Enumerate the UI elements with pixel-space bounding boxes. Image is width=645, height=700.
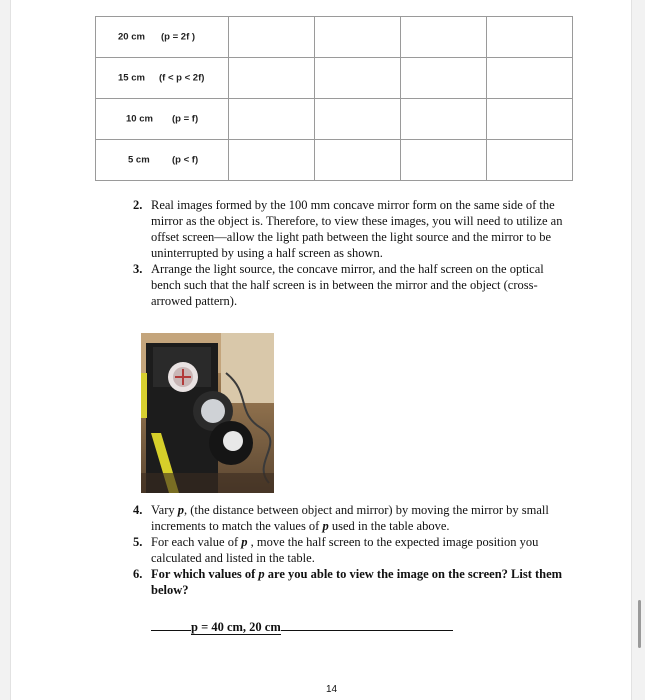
step-number: 4.: [133, 503, 143, 517]
table-cell: [487, 140, 573, 181]
row-distance: 10 cm: [126, 113, 153, 125]
table-cell: [229, 58, 315, 99]
instruction-list-top: [133, 197, 573, 309]
list-item: [133, 197, 573, 261]
row-label-cell: [96, 99, 229, 140]
blank-underline-left: [151, 618, 191, 631]
table-cell: [487, 58, 573, 99]
step-text: , move the half screen to the expected image position you calculated and listed in the table.: [151, 535, 539, 565]
table-cell: [315, 17, 401, 58]
optical-bench-photo: [141, 333, 274, 493]
blank-underline-right: [281, 618, 453, 631]
variable-p: p: [241, 535, 248, 549]
row-condition: (p = f): [172, 113, 199, 125]
list-item: [133, 261, 573, 309]
row-distance: 5 cm: [128, 154, 150, 166]
step-number: 5.: [133, 535, 143, 549]
step-number: 2.: [133, 198, 143, 212]
list-item: [133, 502, 573, 534]
variable-p: p: [177, 503, 184, 517]
table-cell: [487, 99, 573, 140]
table-cell: [401, 58, 487, 99]
table-cell: [401, 99, 487, 140]
row-label-cell: [96, 17, 229, 58]
list-item: [133, 566, 573, 598]
document-page: [10, 0, 632, 700]
row-label-cell: [96, 140, 229, 181]
row-condition: (p = 2f ): [161, 31, 196, 43]
table-row: [96, 99, 573, 140]
table-cell: [401, 17, 487, 58]
answer-line: [151, 618, 453, 635]
step-text: , (the distance between object and mirror) by moving the mirror by small increments to match the values of: [151, 503, 549, 533]
table-cell: [401, 140, 487, 181]
row-condition: (f < p < 2f): [159, 72, 205, 84]
step-text: Arrange the light source, the concave mirror, and the half screen on the optical bench such that the half screen is in between the mirror and the object (cross-arrowed pattern).: [151, 262, 544, 308]
data-table: [95, 16, 573, 181]
row-condition: (p < f): [172, 154, 199, 166]
table-cell: [487, 17, 573, 58]
row-distance: 15 cm: [118, 72, 145, 84]
step-number: 6.: [133, 567, 143, 581]
table-cell: [229, 140, 315, 181]
page-number: 14: [326, 684, 338, 695]
row-label-cell: [96, 58, 229, 99]
list-item: [133, 534, 573, 566]
step-text: are you able to view the image on the screen? List them below?: [151, 567, 563, 597]
step-text: Real images formed by the 100 mm concave mirror form on the same side of the mirror as the object is. Therefore, to view these images, you will need to utilize an offset screen—allow the light path between the light source and the mirror to be uninterrupted by using a half screen as shown.: [151, 198, 563, 260]
step-text: Vary: [151, 503, 178, 517]
table-row: [96, 58, 573, 99]
scrollbar-thumb[interactable]: [638, 600, 641, 648]
variable-p: p: [258, 567, 265, 581]
photo-illustration: [141, 333, 274, 493]
table-cell: [315, 140, 401, 181]
table-row: [96, 17, 573, 58]
table-cell: [229, 99, 315, 140]
answer-text: p = 40 cm, 20 cm: [191, 620, 281, 634]
step-number: 3.: [133, 262, 143, 276]
variable-p: p: [322, 519, 329, 533]
step-text: For which values of: [151, 567, 259, 581]
row-distance: 20 cm: [118, 31, 145, 43]
table-cell: [315, 99, 401, 140]
step-text: For each value of: [151, 535, 242, 549]
table-row: [96, 140, 573, 181]
instruction-list-bottom: [133, 502, 573, 598]
table-cell: [229, 17, 315, 58]
step-text: used in the table above.: [328, 519, 450, 533]
table-cell: [315, 58, 401, 99]
